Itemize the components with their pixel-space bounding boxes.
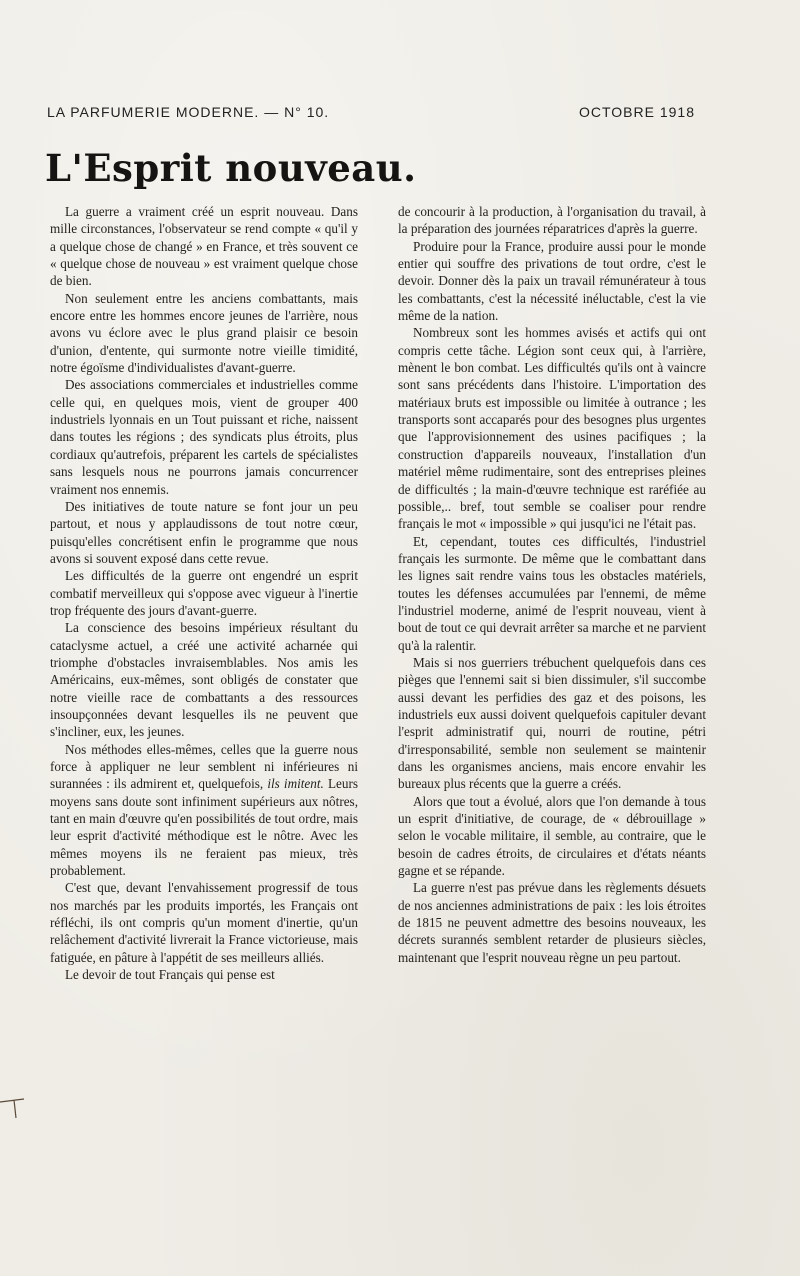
- paragraph-text: Leurs moyens sans doute sont infiniment supérieurs aux nôtres, tant en main d'œuvre qu'en possibilités de tout ordre, mais leur esprit d'activité méthodique est le nôtre. Avec les mêmes moyens ils ne feraient pas mieux, très probablement.: [50, 776, 359, 879]
- paragraph: [50, 741, 358, 880]
- paragraph-text: Nos méthodes elles-mêmes, celles que la guerre nous force à appliquer ne leur semblent ni inférieures ni surannées : ils admirent et, quelquefois,: [50, 741, 358, 792]
- running-head: [47, 104, 695, 124]
- publication-date: OCTOBRE 1918: [578, 104, 695, 120]
- article-column-right: [398, 203, 706, 966]
- paragraph: La guerre n'est pas prévue dans les règlements désuets de nos anciennes administrations de paix : les lois étroites de 1815 ne peuvent admettre des besoins nouveaux, les décrets surannés semblent retarder de plusieurs siècles, maintenant que l'esprit nouveau règne un peu partout.: [398, 880, 706, 965]
- paragraph: La conscience des besoins impérieux résultant du cataclysme actuel, a créé une activité acharnée qui triomphe d'obstacles invraisemblables. Nos amis les Américains, eux-mêmes, sont obligés de constater que notre vieille race de combattants a des ressources insoupçonnées devant lesquelles ils ne peuvent que s'incliner, eux, les jeunes.: [50, 620, 358, 740]
- article-title: L'Esprit nouveau.: [45, 146, 417, 190]
- paragraph: Le devoir de tout Français qui pense est: [65, 967, 275, 983]
- paragraph-continued: de concourir à la production, à l'organisation du travail, à la préparation des journées réparatrices d'après la guerre.: [398, 204, 706, 237]
- paragraph: Nombreux sont les hommes avisés et actifs qui ont compris cette tâche. Légion sont ceux qui, à l'arrière, mènent le bon combat. Les difficultés qu'ils ont à vaincre sont sans précédents dans l'histoire. L'importation des matériaux bruts est impossible ou limitée à outrance ; les transports sont accaparés pour des besognes plus urgentes que l'approvisionnement des usines pacifiques ; la construction d'appareils nouveaux, l'installation d'un matériel même rudimentaire, sont des entreprises pleines de difficultés ; la main-d'œuvre technique est raréfiée au possible,.. bref, tout semble se coaliser pour rendre français le mot « impossible » qui jusqu'ici ne l'était pas.: [398, 325, 706, 532]
- paragraph: Alors que tout a évolué, alors que l'on demande à tous un esprit d'initiative, de courage, de « débrouillage » selon le vocable militaire, il semble, au contraire, que le besoin de cadres étroits, de circulaires et d'états néants gagne et se répande.: [398, 793, 706, 879]
- paragraph: Des associations commerciales et industrielles comme celle qui, en quelques mois, vient de grouper 400 industriels lyonnais en un Tout puissant et riche, naissent dans toutes les régions ; des syndicats plus étroits, plus cordiaux qu'autrefois, préparent les cartels de spécialistes sans lesquels nous ne pourrons jamais concurrencer vraiment nos ennemis.: [50, 377, 358, 497]
- article-column-left: [50, 203, 358, 983]
- paragraph: Produire pour la France, produire aussi pour le monde entier qui souffre des privations de tout ordre, c'est le devoir. Donner dès la paix un travail rémunérateur à tous les combattants, c'est la nécessité inéluctable, c'est la vie même de la nation.: [398, 238, 706, 324]
- publication-issue: LA PARFUMERIE MODERNE. — N° 10.: [47, 104, 330, 120]
- paragraph: Et, cependant, toutes ces difficultés, l'industriel français les surmonte. De même que le combattant dans les lignes sait rendre vains tous les obstacles matériels, toutes les défenses accumulées par l'ennemi, de même l'industriel moderne, animé de l'esprit nouveau, vient à bout de tout ce qui devrait arrêter sa marche et ne parvient qu'à la ralentir.: [398, 533, 706, 653]
- paragraph: La guerre a vraiment créé un esprit nouveau. Dans mille circonstances, l'observateur se rend compte « qu'il y a quelque chose de changé » en France, et très souvent ce « quelque chose de nouveau » est vraiment quelque chose de bien.: [50, 204, 358, 289]
- paragraph: Des initiatives de toute nature se font jour un peu partout, et nous y applaudissons de tout notre cœur, puisqu'elles concrétisent enfin le programme que nous avons si souvent exposé dans cette revue.: [50, 498, 358, 566]
- paragraph: Les difficultés de la guerre ont engendré un esprit combatif merveilleux qui s'oppose avec vigueur à l'inertie trop fréquente des jours d'avant-guerre.: [50, 568, 358, 618]
- paragraph: Mais si nos guerriers trébuchent quelquefois dans ces pièges que l'ennemi sait si bien dissimuler, s'il succombe aussi devant les perfidies des gaz et des poisons, les industriels eux aussi doivent quelquefois capituler devant l'esprit administratif qui, nourri de routine, pétri d'irresponsabilité, semble non seulement se maintenir dans les organismes anciens, mais encore envahir les bureaux plus récents que la guerre a créés.: [398, 654, 706, 792]
- paragraph: Non seulement entre les anciens combattants, mais encore entre les hommes encore jeunes de l'arrière, nous avons vu éclore avec le plus grand plaisir ce besoin d'union, d'entente, qui surmonte notre vieille timidité, notre égoïsme d'individualistes d'avant-guerre.: [50, 290, 358, 376]
- emphasis-text: ils imitent.: [267, 776, 324, 792]
- paragraph: C'est que, devant l'envahissement progressif de tous nos marchés par les produits importés, les Français ont réfléchi, ils ont compris qu'un moment d'inertie, qu'un relâchement d'activité livrerait la France victorieuse, mais fatiguée, en pâture à l'appétit de ses meilleurs alliés.: [50, 880, 358, 965]
- margin-pen-mark: [0, 1090, 34, 1120]
